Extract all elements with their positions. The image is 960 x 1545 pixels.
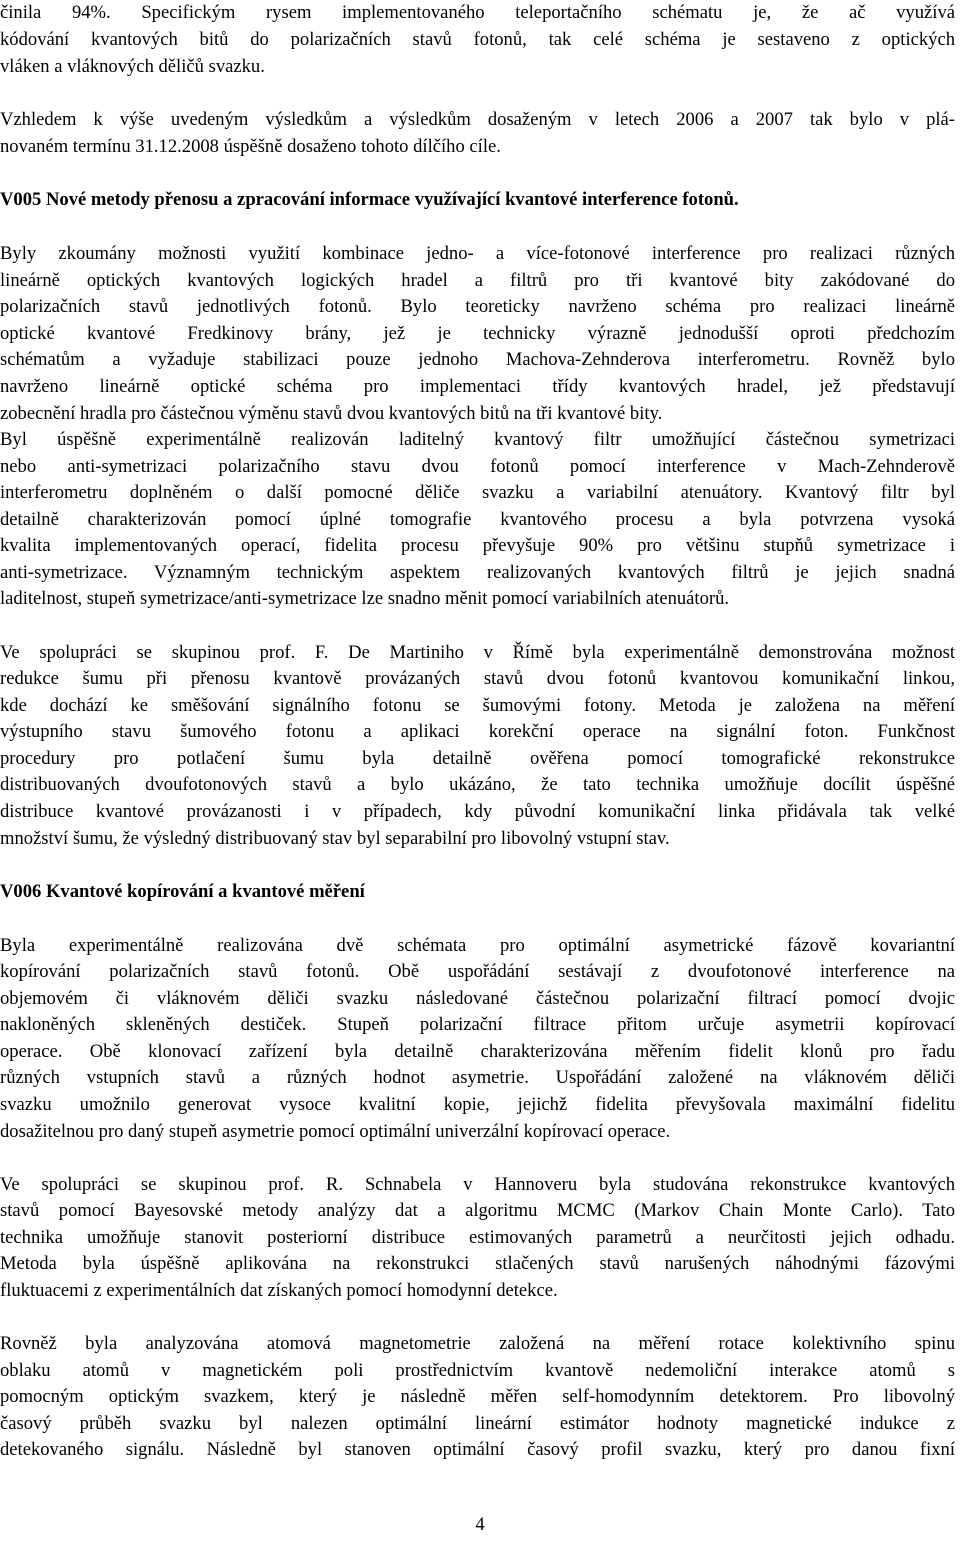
text-line: technika umožňuje stanovit posteriorní distribuce estimovaných parametrů a neurčitosti jejich odhadu.: [0, 1227, 955, 1248]
text-line: kódování kvantových bitů do polarizačních stavů fotonů, tak celé schéma je sestaveno z optických: [0, 29, 955, 50]
text-line: časový průběh svazku byl nalezen optimální lineární estimátor hodnoty magnetické indukce z: [0, 1413, 955, 1434]
text-line: objemovém či vláknovém děliči svazku následované částečnou polarizační filtrací pomocí dvojic: [0, 988, 955, 1009]
text-line: oblaku atomů v magnetickém poli prostřednictvím kvantově nedemoliční interakce atomů s: [0, 1360, 955, 1381]
text-line: množství šumu, že výsledný distribuovaný stav byl separabilní pro libovolný vstupní stav.: [0, 828, 670, 849]
text-line: interferometru doplněném o další pomocné děliče svazku a variabilní atenuátory. Kvantový filtr byl: [0, 482, 955, 503]
text-line: schématům a vyžaduje stabilizaci pouze jednoho Machova-Zehnderova interferometru. Rovněž bylo: [0, 349, 955, 370]
section-heading-v006: V006 Kvantové kopírování a kvantové měření: [0, 881, 365, 902]
text-line: distribuce kvantové provázanosti i v případech, kdy původní komunikační linka přidávala tak velké: [0, 801, 955, 822]
text-line: vláken a vláknových děličů svazku.: [0, 56, 265, 77]
text-line: kopírování polarizačních stavů fotonů. Obě uspořádání sestávají z dvoufotonové interference na: [0, 961, 955, 982]
text-line: různých vstupních stavů a různých hodnot asymetrie. Uspořádání založené na vláknovém děliči: [0, 1067, 955, 1088]
text-line: nakloněných skleněných destiček. Stupeň polarizační filtrace přitom určuje asymetrii kopírovací: [0, 1014, 955, 1035]
text-line: Vzhledem k výše uvedeným výsledkům a výsledkům dosaženým v letech 2006 a 2007 tak bylo v plá-: [0, 109, 955, 130]
text-line: detekovaného signálu. Následně byl stanoven optimální časový profil svazku, který pro danou fixní: [0, 1439, 955, 1460]
text-line: svazku umožnilo generovat vysoce kvalitní kopie, jejichž fidelita převyšovala maximální fidelitu: [0, 1094, 955, 1115]
text-line: lineárně optických kvantových logických hradel a filtrů pro tři kvantové bity zakódované do: [0, 270, 955, 291]
text-line: nebo anti-symetrizaci polarizačního stavu dvou fotonů pomocí interference v Mach-Zehnderově: [0, 456, 955, 477]
text-line: novaném termínu 31.12.2008 úspěšně dosaženo tohoto dílčího cíle.: [0, 136, 501, 157]
text-line: optické kvantové Fredkinovy brány, jež je technicky výrazně jednodušší oproti předchozím: [0, 323, 955, 344]
text-line: Byly zkoumány možnosti využití kombinace jedno- a více-fotonové interference pro realizaci různých: [0, 243, 955, 264]
section-heading-v005: V005 Nové metody přenosu a zpracování informace využívající kvantové interference fotonů.: [0, 189, 739, 210]
text-line: polarizačních stavů jednotlivých fotonů. Bylo teoreticky navrženo schéma pro realizaci lineárně: [0, 296, 955, 317]
text-line: distribuovaných dvoufotonových stavů a bylo ukázáno, že tato technika umožňuje docílit úspěšné: [0, 774, 955, 795]
text-line: kvalita implementovaných operací, fidelita procesu převyšuje 90% pro většinu stupňů symetrizace i: [0, 535, 955, 556]
text-line: Ve spolupráci se skupinou prof. R. Schnabela v Hannoveru byla studována rekonstrukce kvantových: [0, 1174, 955, 1195]
text-line: fluktuacemi z experimentálních dat získaných pomocí homodynní detekce.: [0, 1280, 558, 1301]
text-line: činila 94%. Specifickým rysem implementovaného teleportačního schématu je, že ač využívá: [0, 2, 955, 23]
text-line: stavů pomocí Bayesovské metody analýzy dat a algoritmu MCMC (Markov Chain Monte Carlo). Tato: [0, 1200, 955, 1221]
text-line: Byl úspěšně experimentálně realizován laditelný kvantový filtr umožňující částečnou symetrizaci: [0, 429, 955, 450]
text-line: zobecnění hradla pro částečnou výměnu stavů dvou kvantových bitů na tři kvantové bity.: [0, 403, 663, 424]
text-line: detailně charakterizován pomocí úplné tomografie kvantového procesu a byla potvrzena vysoká: [0, 509, 955, 530]
text-line: laditelnost, stupeň symetrizace/anti-symetrizace lze snadno měnit pomocí variabilních atenuátorů.: [0, 588, 730, 609]
text-line: redukce šumu při přenosu kvantově provázaných stavů dvou fotonů kvantovou komunikační linkou,: [0, 668, 955, 689]
text-line: procedury pro potlačení šumu byla detailně ověřena pomocí tomografické rekonstrukce: [0, 748, 955, 769]
text-line: kde dochází ke směšování signálního fotonu se šumovými fotony. Metoda je založena na měření: [0, 695, 955, 716]
text-line: dosažitelnou pro daný stupeň asymetrie pomocí optimální univerzální kopírovací operace.: [0, 1121, 671, 1142]
text-line: Metoda byla úspěšně aplikována na rekonstrukci stlačených stavů narušených náhodnými fázovými: [0, 1253, 955, 1274]
text-line: operace. Obě klonovací zařízení byla detailně charakterizována měřením fidelit klonů pro řadu: [0, 1041, 955, 1062]
text-line: Rovněž byla analyzována atomová magnetometrie založená na měření rotace kolektivního spinu: [0, 1333, 955, 1354]
text-line: navrženo lineárně optické schéma pro implementaci třídy kvantových hradel, jež představují: [0, 376, 955, 397]
text-line: výstupního stavu šumového fotonu a aplikaci korekční operace na signální foton. Funkčnost: [0, 721, 955, 742]
text-line: Ve spolupráci se skupinou prof. F. De Martiniho v Římě byla experimentálně demonstrována možnost: [0, 642, 955, 663]
text-line: Byla experimentálně realizována dvě schémata pro optimální asymetrické fázově kovariantní: [0, 935, 955, 956]
page-number: 4: [475, 1514, 485, 1535]
text-line: anti-symetrizace. Významným technickým aspektem realizovaných kvantových filtrů je jejich snadná: [0, 562, 955, 583]
text-line: pomocným optickým svazkem, který je následně měřen self-homodynním detektorem. Pro libovolný: [0, 1386, 955, 1407]
